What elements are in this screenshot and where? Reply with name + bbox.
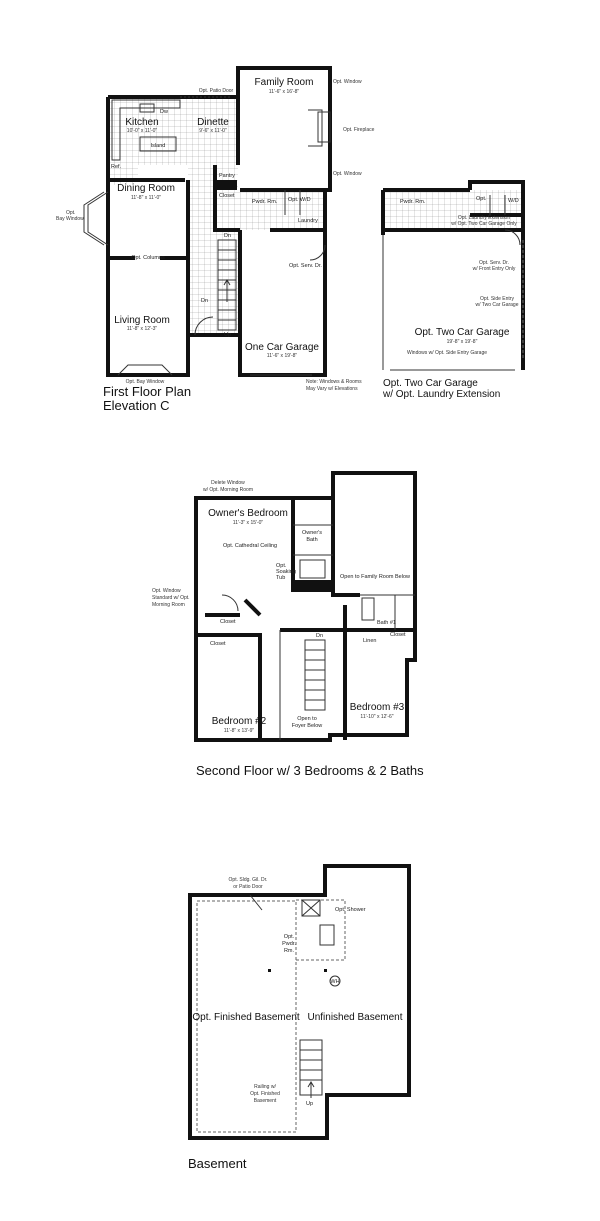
laundry-ext-label-1: Opt. Laundry Extension — [457, 215, 511, 221]
bedroom3-name: Bedroom #3 — [349, 702, 405, 713]
opt-serv-dr-label: Opt. Serv. Dr. — [289, 263, 322, 269]
open-foyer-label-2: Foyer Below — [291, 723, 323, 729]
opt-window-label-3: Morning Room — [152, 602, 185, 608]
railing-label-3: Basement — [253, 1098, 277, 1104]
one-car-garage-dim: 11'-6" x 19'-8" — [266, 353, 298, 359]
bedroom2-dim: 11'-8" x 13'-9" — [223, 728, 255, 734]
fireplace-hearth — [308, 110, 322, 146]
two-car-garage-dim: 19'-8" x 19'-8" — [446, 339, 478, 345]
pwdr-label-2: Pwdr. — [282, 941, 296, 947]
kitchen-name: Kitchen — [125, 117, 159, 128]
note-line-2: May Vary w/ Elevations — [306, 386, 358, 392]
closet-label-3: Closet — [390, 632, 406, 638]
two-car-caption-1: Opt. Two Car Garage — [383, 378, 478, 389]
dinette-name: Dinette — [197, 117, 229, 128]
opt-window-right-label: Opt. Window — [333, 171, 362, 177]
opt-wd-label: Opt. W/D — [288, 197, 311, 203]
first-floor-caption-2: Elevation C — [103, 398, 170, 413]
railing-label-2: Opt. Finished — [250, 1091, 280, 1097]
garage-wd-label: W/D — [508, 198, 519, 204]
second-floor-plan — [152, 473, 424, 778]
opt-columns-label: Opt. Columns — [131, 255, 165, 261]
dining-room-dim: 11'-8" x 11'-0" — [130, 195, 162, 201]
dinette-dim: 9'-6" x 11'-0" — [199, 128, 227, 134]
basement-up-label: Up — [306, 1101, 314, 1107]
opt-bay-window-label-1: Opt. — [66, 210, 76, 216]
closet-label-1: Closet — [220, 619, 236, 625]
opt-bay-window-bottom-label: Opt. Bay Window — [125, 379, 165, 385]
second-floor-caption: Second Floor w/ 3 Bedrooms & 2 Baths — [196, 763, 424, 778]
living-room-name: Living Room — [114, 315, 170, 326]
bath1-tub — [362, 598, 374, 620]
windows-note-label: Windows w/ Opt. Side Entry Garage — [406, 350, 488, 356]
pwdr-rm-label: Pwdr. Rm. — [252, 199, 278, 205]
opt-window-label-2: Standard w/ Opt. — [152, 595, 190, 601]
unfinished-basement-name: Unfinished Basement — [307, 1012, 403, 1023]
serv-dr-label-2: w/ Front Entry Only — [472, 266, 516, 272]
note-line-1: Note: Windows & Rooms — [306, 379, 362, 385]
first-floor-caption-1: First Floor Plan — [103, 384, 192, 399]
bath1-label: Bath #1 — [377, 620, 396, 626]
basement-exterior-walls — [190, 866, 409, 1138]
opt-window-label-1: Opt. Window — [152, 588, 181, 594]
owners-bath-label-2: Bath — [306, 537, 318, 543]
opt-window-top-label: Opt. Window — [333, 79, 362, 85]
basement-stairs — [300, 1040, 322, 1098]
garage-serv-door-swing — [505, 230, 520, 245]
garage-pwdr-rm-label: Pwdr. Rm. — [400, 199, 426, 205]
dining-room-name: Dining Room — [117, 183, 175, 194]
bedroom3-dim: 11'-10" x 12'-6" — [360, 714, 394, 720]
wall-open-area — [333, 498, 360, 595]
delete-window-label-1: Delete Window — [211, 480, 245, 486]
one-car-garage-name: One Car Garage — [245, 342, 319, 353]
railing-label-1: Railing w/ — [254, 1084, 276, 1090]
open-family-label: Open to Family Room Below — [340, 574, 410, 580]
closet-label-2: Closet — [210, 641, 226, 647]
opt-patio-door-label: Opt. Patio Door — [198, 88, 234, 94]
owners-bath-label-1: Owner's — [302, 530, 322, 536]
soaking-tub-label-2: Soaking — [276, 569, 296, 575]
closet-label: Closet — [219, 193, 235, 199]
soaking-tub-label-1: Opt. — [276, 563, 287, 569]
linen-label: Linen — [363, 638, 377, 644]
opt-cathedral-label: Opt. Cathedral Ceiling — [222, 543, 278, 549]
sldg-door-indicator — [250, 895, 262, 910]
second-dn-label: Dn — [316, 633, 324, 639]
ref-label: Ref. — [111, 164, 122, 170]
family-room-dim: 11'-6" x 16'-8" — [268, 89, 300, 95]
basement-caption: Basement — [188, 1156, 247, 1171]
pantry-block — [215, 180, 237, 190]
soaking-tub-label-3: Tub — [276, 575, 286, 581]
bath-block — [293, 580, 333, 590]
serv-dr-label-1: Opt. Serv. Dr. — [479, 260, 509, 266]
dn-label-1: Dn — [224, 233, 232, 239]
pwdr-label-1: Opt. — [283, 934, 295, 940]
opt-fireplace-label: Opt. Fireplace — [343, 127, 375, 133]
finished-basement-name: Opt. Finished Basement — [192, 1012, 300, 1023]
opt-shower-label: Opt. Shower — [335, 907, 366, 913]
two-car-caption-2: w/ Opt. Laundry Extension — [383, 389, 501, 400]
basement-fixture — [320, 925, 334, 945]
kitchen-dim: 10'-0" x 11'-0" — [126, 128, 158, 134]
side-entry-label-2: w/ Two Car Garage — [475, 302, 519, 308]
wh-label: WH — [330, 979, 340, 985]
island-label: Island — [150, 143, 166, 149]
first-floor-plan — [56, 68, 375, 413]
second-floor-stairs — [305, 640, 325, 710]
serv-door-swing — [310, 245, 325, 260]
sldg-label-2: or Patio Door — [233, 884, 263, 890]
sldg-label-1: Opt. Sldg. Gil. Dr. — [228, 877, 268, 883]
pantry-label: Pantry — [219, 173, 235, 179]
closet-door-swing — [222, 595, 238, 611]
laundry-label: Laundry — [298, 218, 318, 224]
two-car-garage-name: Opt. Two Car Garage — [414, 327, 510, 338]
up-label: Up — [224, 332, 232, 338]
living-room-dim: 11'-8" x 12'-3" — [126, 326, 158, 332]
bedroom2-name: Bedroom #2 — [211, 716, 267, 727]
column-1 — [268, 969, 271, 972]
two-car-garage-plan — [382, 182, 523, 400]
laundry-ext-label-2: w/ Opt. Two Car Garage Only — [451, 221, 517, 227]
pwdr-label-3: Rm. — [283, 948, 295, 954]
opt-shower-cross — [302, 900, 320, 916]
column-2 — [324, 969, 327, 972]
owners-bedroom-name: Owner's Bedroom — [208, 508, 288, 519]
side-entry-label-1: Opt. Side Entry — [480, 296, 514, 302]
opt-bay-window-label-2: Bay Window — [56, 216, 84, 222]
delete-window-label-2: w/ Opt. Morning Room — [202, 487, 254, 493]
owners-bedroom-dim: 11'-3" x 15'-0" — [232, 520, 264, 526]
wall-owners-bath — [293, 498, 333, 590]
dw-label: Dw — [160, 109, 168, 115]
dn-label-2: Dn — [201, 298, 209, 304]
bay-window-left-inner — [84, 192, 104, 245]
open-foyer-label-1: Open to — [297, 716, 317, 722]
garage-opt-label: Opt. — [476, 196, 487, 202]
basement-plan — [188, 866, 409, 1171]
family-room-name: Family Room — [254, 77, 314, 88]
